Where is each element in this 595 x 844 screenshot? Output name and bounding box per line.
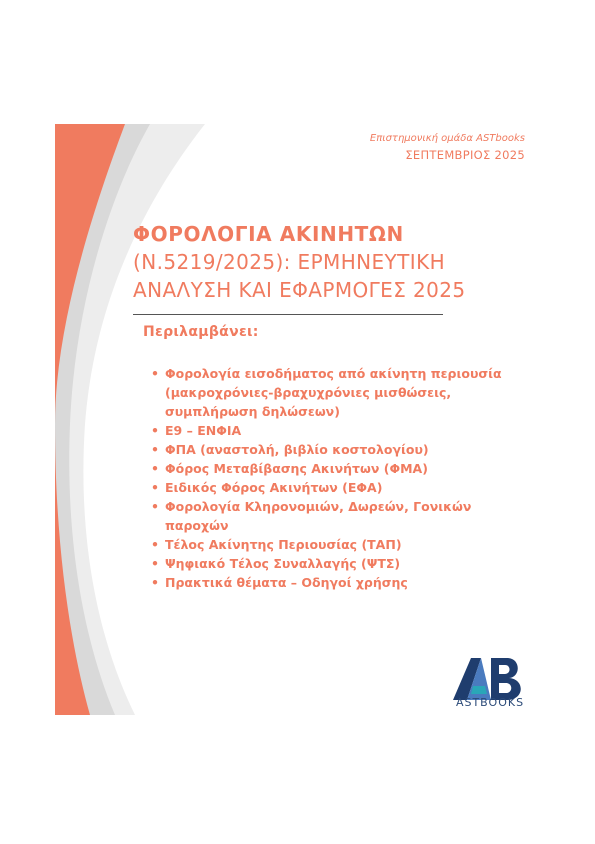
title-line-2: (Ν.5219/2025): ΕΡΜΗΝΕΥΤΙΚΗ (133, 250, 446, 274)
list-item: • Τέλος Ακίνητης Περιουσίας (ΤΑΠ) (151, 535, 531, 554)
book-cover (55, 124, 540, 715)
list-item: • Ψηφιακό Τέλος Συναλλαγής (ΨΤΣ) (151, 554, 531, 573)
organization-block (370, 132, 525, 163)
organization-name: Επιστημονική ομάδα ASTbooks (369, 133, 525, 144)
list-item: • Ειδικός Φόρος Ακινήτων (ΕΦΑ) (151, 478, 531, 497)
contents-heading: Περιλαμβάνει: (143, 324, 259, 340)
list-item: • Φορολογία Κληρονομιών, Δωρεών, Γονικών παροχών (151, 497, 531, 535)
list-item: • Ε9 – ΕΝΦΙΑ (151, 421, 531, 440)
title-divider (133, 314, 443, 315)
title-line-3: ΑΝΑΛΥΣΗ ΚΑΙ ΕΦΑΡΜΟΓΕΣ 2025 (133, 278, 466, 302)
book-title (133, 220, 533, 304)
publication-date: ΣΕΠΤΕΜΒΡΙΟΣ 2025 (405, 148, 525, 162)
list-item: • Φορολογία εισοδήματος από ακίνητη περιουσία (μακροχρόνιες-βραχυχρόνιες μισθώσεις, συμπλήρωση δηλώσεων) (151, 364, 531, 421)
title-line-1: ΦΟΡΟΛΟΓΙΑ ΑΚΙΝΗΤΩΝ (133, 222, 404, 246)
list-item: • ΦΠΑ (αναστολή, βιβλίο κοστολογίου) (151, 440, 531, 459)
list-item: • Φόρος Μεταβίβασης Ακινήτων (ΦΜΑ) (151, 459, 531, 478)
contents-list (151, 364, 531, 592)
list-item: • Πρακτικά θέματα – Οδηγοί χρήσης (151, 573, 531, 592)
logo-wordmark: ASTBOOKS (455, 696, 525, 709)
